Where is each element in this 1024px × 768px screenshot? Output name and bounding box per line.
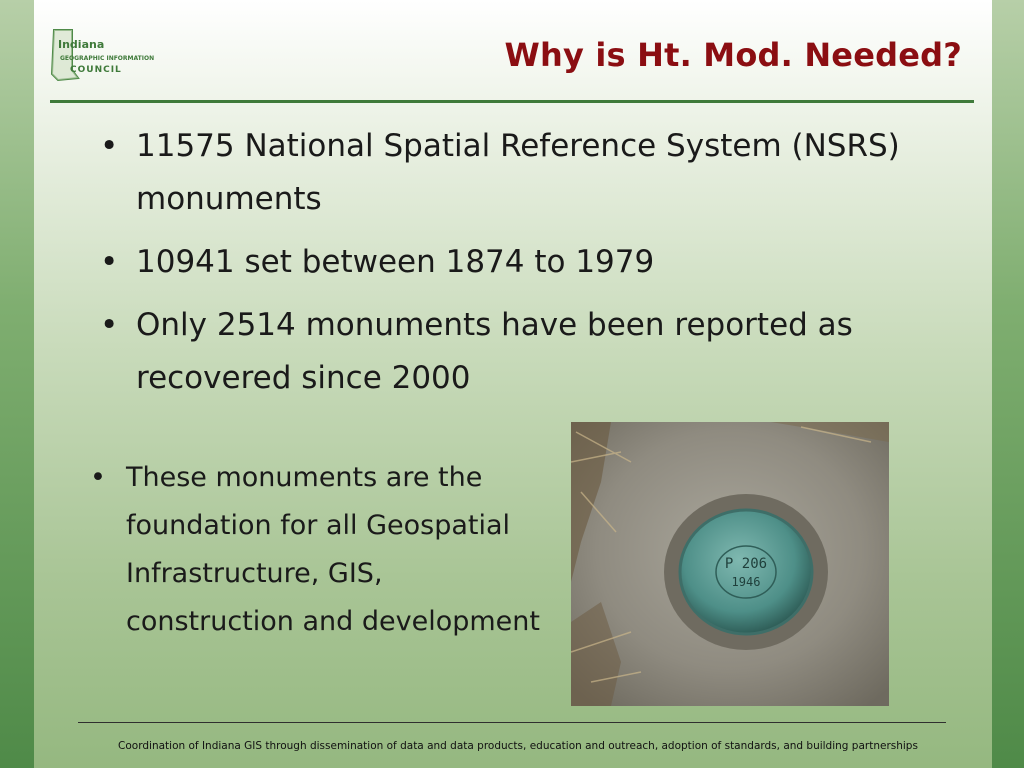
bullet-icon: • — [100, 244, 119, 280]
slide — [34, 0, 992, 768]
bullet-text: These monuments are the foundation for all Geospatial Infrastructure, GIS, construction and development — [126, 462, 540, 637]
disk-id: P 206 — [724, 556, 768, 572]
bullet-item — [94, 120, 954, 226]
title-divider — [50, 100, 974, 103]
survey-disk-image — [571, 422, 889, 706]
bullet-icon: • — [90, 462, 106, 493]
survey-monument-photo — [571, 422, 889, 706]
bullet-icon: • — [100, 307, 119, 343]
slide-title: Why is Ht. Mod. Needed? — [504, 36, 962, 74]
footer-divider — [78, 722, 946, 723]
logo-line3: COUNCIL — [70, 65, 122, 75]
logo-line2: GEOGRAPHIC INFORMATION — [60, 55, 155, 62]
footer-text: Coordination of Indiana GIS through dissemination of data and data products, education and outreach, adoption of standards, and building partnerships — [118, 740, 918, 752]
bullet-text: 10941 set between 1874 to 1979 — [136, 244, 655, 280]
bullet-item — [84, 454, 544, 646]
bullet-icon: • — [100, 128, 119, 164]
bullet-text: 11575 National Spatial Reference System (NSRS) monuments — [136, 128, 900, 217]
bullet-text: Only 2514 monuments have been reported as recovered since 2000 — [136, 307, 853, 396]
disk-year: 1946 — [731, 575, 761, 589]
secondary-bullet-list — [84, 454, 544, 646]
main-bullet-list — [94, 120, 954, 415]
indiana-gis-council-logo — [50, 26, 162, 84]
bullet-item — [94, 236, 954, 289]
logo-line1: Indiana — [58, 38, 105, 51]
left-border — [0, 0, 34, 768]
right-border — [992, 0, 1024, 768]
bullet-item — [94, 299, 954, 405]
